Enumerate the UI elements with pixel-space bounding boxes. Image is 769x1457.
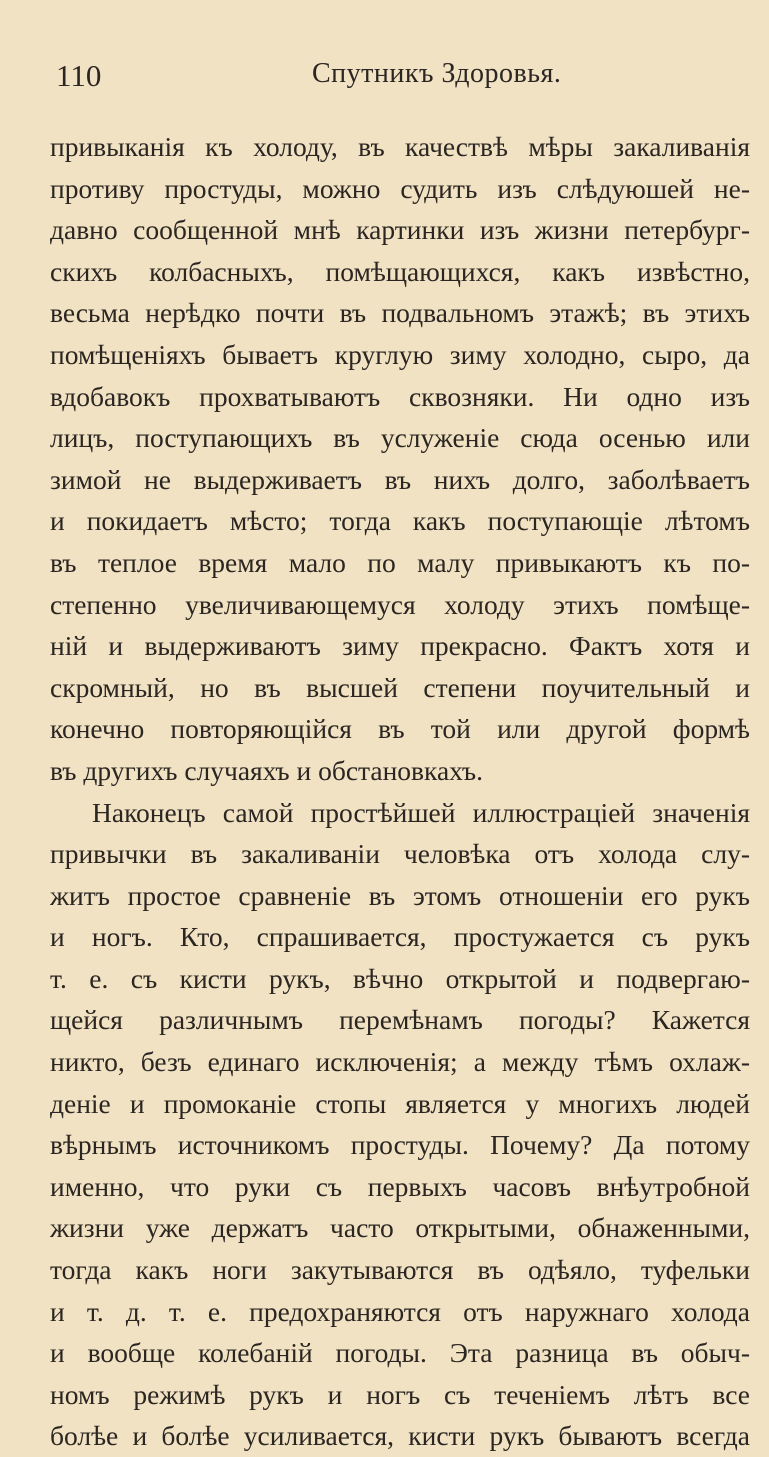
text-line: конечно повторяющійся въ той или другой формѣ bbox=[50, 713, 750, 745]
text-line: тогда какъ ноги закутываются въ одѣяло, туфельки bbox=[50, 1254, 750, 1286]
text-line: степенно увеличивающемуся холоду этихъ помѣще- bbox=[50, 588, 750, 620]
paragraph-first-line: Наконецъ самой простѣйшей иллюстраціей значенія bbox=[92, 796, 750, 828]
text-line: и т. д. т. е. предохраняются отъ наружнаго холода bbox=[50, 1295, 750, 1327]
page-number: 110 bbox=[56, 58, 102, 93]
text-line: привычки въ закаливаніи человѣка отъ холода слу- bbox=[50, 838, 750, 870]
text-line: скихъ колбасныхъ, помѣщающихся, какъ извѣстно, bbox=[50, 255, 750, 287]
text-line: противу простуды, можно судить изъ слѣдуюшей не- bbox=[50, 172, 750, 204]
text-line: жизни уже держатъ часто открытыми, обнаженными, bbox=[50, 1212, 750, 1244]
text-line: и вообще колебаній погоды. Эта разница въ обыч- bbox=[50, 1337, 750, 1369]
text-line: деніе и промоканіе стопы является у многихъ людей bbox=[50, 1087, 750, 1119]
text-line: т. е. съ кисти рукъ, вѣчно открытой и подвергаю- bbox=[50, 962, 750, 994]
paragraph-last-line: въ другихъ случаяхъ и обстановкахъ. bbox=[50, 754, 483, 786]
text-line: привыканія къ холоду, въ качествѣ мѣры закаливанія bbox=[50, 131, 750, 162]
text-line: помѣщеніяхъ бываетъ круглую зиму холодно, сыро, да bbox=[50, 338, 750, 370]
text-line: въ теплое время мало по малу привыкаютъ къ по- bbox=[50, 546, 750, 578]
text-line: никто, безъ единаго исключенія; а между тѣмъ охлаж- bbox=[50, 1046, 750, 1078]
text-line: номъ режимѣ рукъ и ногъ съ теченіемъ лѣтъ все bbox=[50, 1378, 750, 1410]
page-header bbox=[56, 58, 729, 98]
text-line: щейся различнымъ перемѣнамъ погоды? Кажется bbox=[50, 1004, 750, 1036]
body-text bbox=[50, 126, 750, 1457]
text-line: и покидаетъ мѣсто; тогда какъ поступающіе лѣтомъ bbox=[50, 505, 750, 537]
text-line: лицъ, поступающихъ въ услуженіе сюда осенью или bbox=[50, 422, 750, 454]
text-line: и ногъ. Кто, спрашивается, простужается съ рукъ bbox=[50, 921, 750, 953]
text-line: именно, что руки съ первыхъ часовъ внѣутробной bbox=[50, 1170, 750, 1202]
text-line: ній и выдерживаютъ зиму прекрасно. Фактъ хотя и bbox=[50, 630, 750, 662]
text-line: вдобавокъ прохватываютъ сквозняки. Ни одно изъ bbox=[50, 380, 750, 412]
text-line: давно сообщенной мнѣ картинки изъ жизни петербург- bbox=[50, 214, 750, 246]
text-line: скромный, но въ высшей степени поучительный и bbox=[50, 671, 750, 703]
text-line: вѣрнымъ источникомъ простуды. Почему? Да потому bbox=[50, 1129, 750, 1161]
text-line: болѣе и болѣе усиливается, кисти рукъ бываютъ всегда bbox=[50, 1420, 750, 1452]
running-title: Спутникъ Здоровья. bbox=[312, 58, 562, 89]
text-line: житъ простое сравненіе въ этомъ отношеніи его рукъ bbox=[50, 879, 750, 911]
text-line: весьма нерѣдко почти въ подвальномъ этажѣ; въ этихъ bbox=[50, 297, 750, 329]
text-line: зимой не выдерживаетъ въ нихъ долго, заболѣваетъ bbox=[50, 463, 750, 495]
